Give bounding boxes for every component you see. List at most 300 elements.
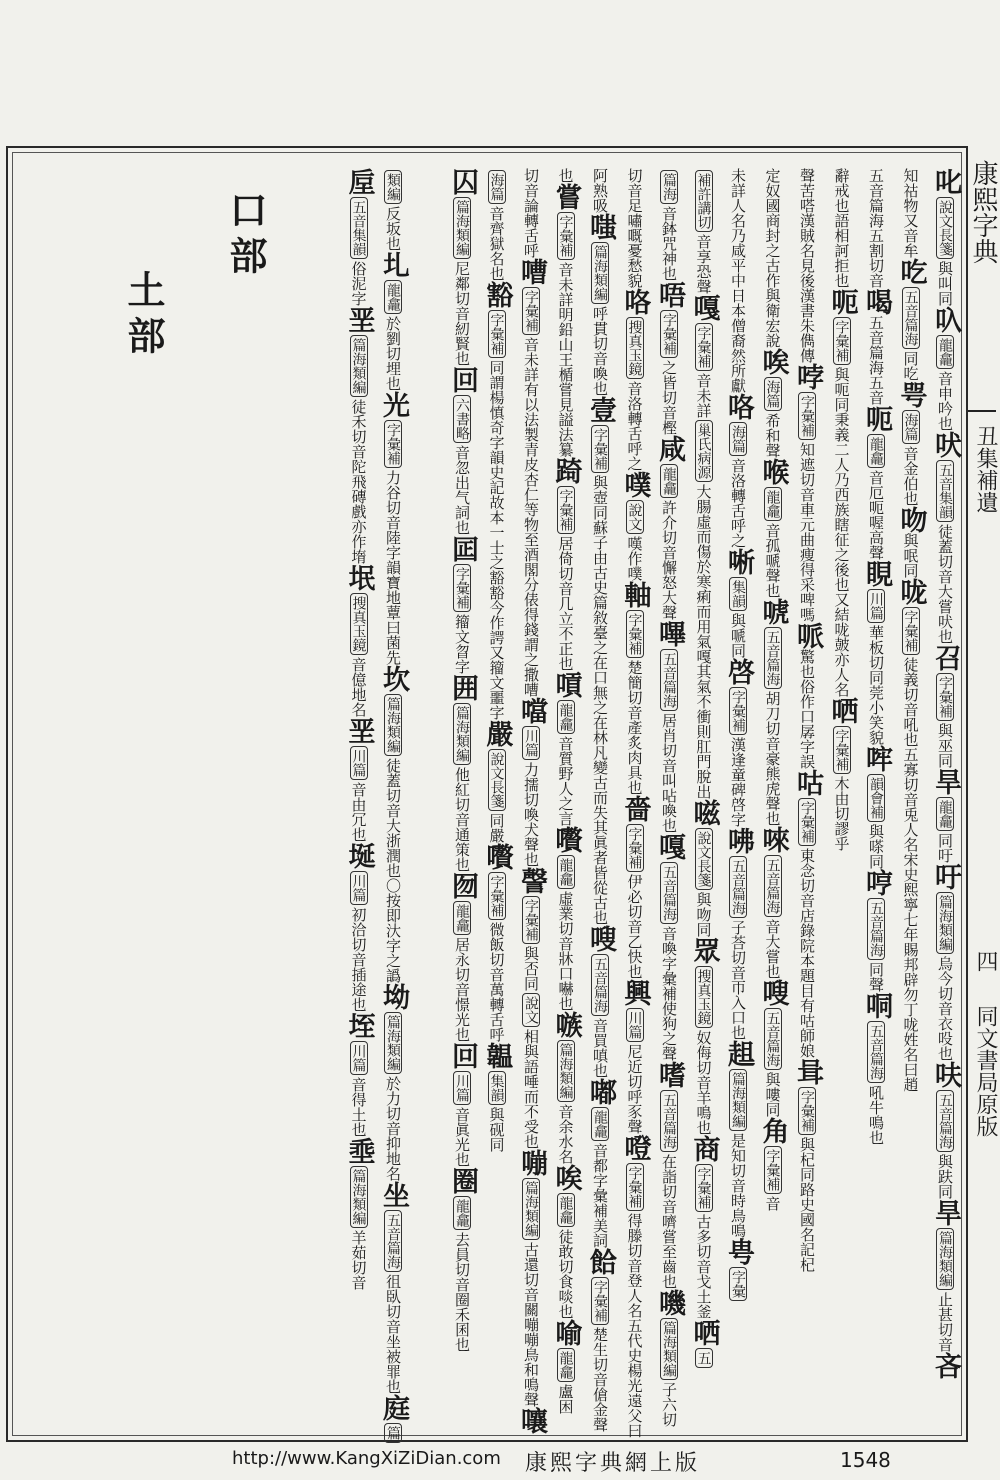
headword: 嘗 bbox=[550, 183, 582, 210]
footer-url[interactable]: http://www.KangXiZiDian.com bbox=[232, 1448, 501, 1469]
headword: 咕 bbox=[792, 769, 823, 796]
headword: 垩 bbox=[343, 306, 375, 333]
definition-text: 音申吟也 bbox=[936, 371, 954, 431]
headword: 嗤 bbox=[585, 213, 616, 240]
source-citation: 篇 bbox=[384, 1423, 402, 1443]
definition-text: 聲苦嗒漢賊名見後漢書朱儁傳 bbox=[798, 168, 816, 363]
definition-text: 未詳人名乃咸平中日本僧裔然所獻 bbox=[729, 168, 747, 393]
source-citation: 海篇 bbox=[764, 377, 782, 411]
headword: 咙 bbox=[895, 578, 927, 605]
source-citation: 五 bbox=[695, 1348, 713, 1368]
headword: 咸 bbox=[654, 435, 685, 462]
source-citation: 龍龕 bbox=[557, 1193, 575, 1227]
definition-text: 同吃 bbox=[901, 351, 920, 381]
headword: 呋 bbox=[930, 1061, 961, 1088]
source-citation: 字彙補 bbox=[384, 420, 402, 468]
definition-text: 與巫同 bbox=[936, 723, 954, 768]
headword: 囲 bbox=[447, 674, 478, 701]
text-column bbox=[415, 168, 441, 1436]
headword: 嘣 bbox=[516, 1149, 547, 1176]
definition-text: 五音篇海五音 bbox=[867, 315, 885, 405]
headword: 叱 bbox=[930, 168, 961, 195]
source-citation: 海篇 bbox=[729, 422, 747, 456]
definition-text: 居倚切音几立不正也 bbox=[556, 536, 575, 671]
source-citation: 龍龕 bbox=[867, 434, 885, 468]
source-citation: 補許講切 bbox=[695, 170, 713, 232]
headword: 壹 bbox=[585, 396, 616, 423]
source-citation: 字彙補 bbox=[695, 1164, 713, 1212]
source-citation: 說文長箋 bbox=[695, 828, 713, 890]
definition-text: 伊必切音乙快也 bbox=[625, 874, 644, 979]
definition-text: 與否同 bbox=[522, 946, 540, 991]
header-divider bbox=[968, 410, 996, 412]
source-citation: 篇海類編 bbox=[660, 1318, 678, 1380]
source-citation: 五音篇海 bbox=[764, 1008, 782, 1070]
source-citation: 篇海類編 bbox=[384, 1012, 402, 1074]
text-column bbox=[861, 168, 892, 1436]
headword: 噹 bbox=[516, 697, 547, 724]
source-citation: 五音篇海 bbox=[902, 287, 920, 349]
headword: 嗖 bbox=[757, 979, 789, 1006]
definition-text: 音孤嗁聲也 bbox=[763, 523, 782, 598]
definition-text: 許介切音懈怒大聲 bbox=[660, 500, 678, 620]
headword: 唉 bbox=[757, 348, 789, 375]
definition-text: 音未詳 bbox=[694, 373, 713, 418]
text-column bbox=[895, 168, 927, 1436]
definition-text: 音鉢咒神也 bbox=[660, 206, 678, 281]
definition-text: 音由冗也 bbox=[349, 782, 368, 842]
definition-text: 東念切音店錄院本題目有咕師娘 bbox=[798, 848, 816, 1058]
source-citation: 川篇 bbox=[453, 1071, 471, 1105]
text-column bbox=[516, 168, 547, 1436]
definition-text: 同吁 bbox=[936, 833, 954, 863]
headword: 咠 bbox=[792, 1058, 823, 1085]
definition-text: 嘆作噗 bbox=[625, 536, 644, 581]
headword: 嗊 bbox=[550, 671, 582, 698]
text-column bbox=[688, 168, 720, 1436]
definition-text: 呼貫切音喚也 bbox=[591, 306, 609, 396]
headword: 咯 bbox=[723, 393, 754, 420]
definition-text: 辭戒也語相訶拒也 bbox=[832, 168, 851, 288]
definition-text: 尼近切呼豕聲 bbox=[625, 1044, 644, 1134]
source-citation: 川篇 bbox=[867, 589, 885, 623]
definition-text: 阿熟吸 bbox=[591, 168, 609, 213]
source-citation: 韻會補 bbox=[867, 774, 885, 822]
definition-text: 是知切音時鳥鳴 bbox=[729, 1133, 747, 1238]
footer-page-number: 1548 bbox=[840, 1448, 891, 1472]
headword: 喝 bbox=[861, 288, 892, 315]
source-citation: 龍龕 bbox=[936, 797, 954, 831]
definition-text: 止甚切音 bbox=[936, 1292, 954, 1352]
headword: 噗 bbox=[619, 471, 651, 498]
headword: 嘈 bbox=[516, 258, 547, 285]
headword: 垊 bbox=[343, 564, 375, 591]
definition-text: 音喚字彙補使狗之聲 bbox=[660, 926, 678, 1061]
definition-text: 虛業切音牀口嚇也 bbox=[556, 891, 575, 1011]
definition-text: 同謂楊慎奇字韻史記故本一士之豁豁今作諤又籀文噩字 bbox=[487, 360, 506, 720]
source-citation: 龍龕 bbox=[453, 901, 471, 935]
source-citation: 字彙補 bbox=[729, 687, 747, 735]
source-citation: 五音篇海 bbox=[936, 1090, 954, 1152]
source-citation: 五音集韻 bbox=[350, 197, 368, 259]
source-citation: 五音篇海 bbox=[764, 855, 782, 917]
headword: 咯 bbox=[619, 288, 651, 315]
headword: 吝 bbox=[930, 1352, 961, 1379]
source-citation: 巢氏病源 bbox=[695, 420, 713, 482]
definition-text: 子六切 bbox=[660, 1382, 678, 1427]
source-citation: 字彙補 bbox=[798, 798, 816, 846]
definition-text: 於力切音抑地名 bbox=[384, 1076, 402, 1181]
definition-text: 烏今切音衣吺也 bbox=[936, 956, 954, 1061]
headword: 喻 bbox=[550, 1319, 582, 1346]
source-citation: 字彙補 bbox=[660, 310, 678, 358]
headword: 哰 bbox=[861, 745, 892, 772]
source-citation: 五音篇海 bbox=[764, 627, 782, 689]
definition-text: 音金伯也 bbox=[901, 446, 920, 506]
source-citation: 篇海類編 bbox=[729, 1069, 747, 1131]
headword: 吃 bbox=[895, 258, 927, 285]
headword: 唔 bbox=[654, 281, 685, 308]
definition-text: 奴侮切音羊鳴也 bbox=[694, 1030, 713, 1135]
headword: 圠 bbox=[378, 251, 409, 278]
source-citation: 集韻 bbox=[729, 577, 747, 611]
definition-text: 之皆切音樫 bbox=[660, 360, 678, 435]
definition-text: 也 bbox=[556, 168, 575, 183]
definition-text: 同聲 bbox=[867, 962, 885, 992]
headword: 唻 bbox=[757, 826, 789, 853]
source-citation: 搜真玉鏡 bbox=[626, 317, 644, 379]
text-column bbox=[343, 168, 375, 1436]
definition-text: 與嗁同 bbox=[729, 613, 747, 658]
definition-text: 與杞同路史國名記杞 bbox=[798, 1137, 816, 1272]
text-column bbox=[481, 168, 513, 1436]
headword: 嘟 bbox=[585, 1078, 616, 1105]
definition-text: 徒蓋切音大嘗吠也 bbox=[936, 524, 954, 644]
source-citation: 字彙補 bbox=[488, 310, 506, 358]
definition-text: 他紅切音通策也 bbox=[453, 767, 471, 872]
source-citation: 龍龕 bbox=[384, 280, 402, 314]
source-citation: 龍龕 bbox=[453, 1196, 471, 1230]
headword: 嚽 bbox=[550, 826, 582, 853]
source-citation: 字彙補 bbox=[453, 564, 471, 612]
definition-text: 音億地名 bbox=[349, 657, 368, 717]
headword: 眾 bbox=[688, 937, 720, 964]
source-citation: 五音集韻 bbox=[936, 460, 954, 522]
definition-text: 去員切音圈禾囷也 bbox=[453, 1232, 471, 1352]
headword: 垤 bbox=[343, 1012, 375, 1039]
headword: 咈 bbox=[723, 827, 754, 854]
definition-text: 木由切謬乎 bbox=[832, 776, 851, 851]
source-citation: 字彙補 bbox=[626, 610, 644, 658]
page-number-chinese: 四 bbox=[973, 950, 998, 972]
definition-text: 音質野人之言 bbox=[556, 736, 575, 826]
headword: 趄 bbox=[723, 1040, 754, 1067]
text-column bbox=[792, 168, 823, 1436]
definition-text: 與呡同 bbox=[901, 533, 920, 578]
definition-text: 大腸虛而傷於寒痢而用氣嘎其氣不衝則肛門脫出 bbox=[694, 484, 713, 799]
source-citation: 篇海類編 bbox=[350, 1166, 368, 1228]
headword: 囚 bbox=[447, 168, 478, 195]
headword: 角 bbox=[757, 1117, 789, 1144]
source-citation: 篇海類編 bbox=[350, 335, 368, 397]
text-column bbox=[930, 168, 961, 1436]
definition-text: 秉義二人乃西族瞎征之後也又結咙皷亦人名 bbox=[832, 412, 851, 697]
definition-text: 與呃同 bbox=[832, 367, 851, 412]
definition-text: 知祜物又音牟 bbox=[901, 168, 920, 258]
headword: 圈 bbox=[447, 1167, 478, 1194]
source-citation: 龍龕 bbox=[557, 700, 575, 734]
book-title: 康熙字典 bbox=[968, 160, 998, 264]
definition-text: 希和聲 bbox=[763, 413, 782, 458]
definition-text: 與壺同蘇子由古史篇敘臺之在口無之在林凡變古而失其眞者皆從古也 bbox=[591, 475, 609, 925]
definition-text: 盧困 bbox=[556, 1384, 575, 1414]
headword: 坎 bbox=[378, 665, 409, 692]
headword: 唉 bbox=[550, 1164, 582, 1191]
source-citation: 字彙補 bbox=[522, 896, 540, 944]
headword: 囫 bbox=[447, 872, 478, 899]
source-citation: 字彙補 bbox=[764, 1146, 782, 1194]
source-citation: 集韻 bbox=[488, 1071, 506, 1105]
headword: 嗜 bbox=[654, 1061, 685, 1088]
definition-text: 漢逢童碑啓字 bbox=[729, 737, 747, 827]
source-citation: 搜真玉鏡 bbox=[350, 593, 368, 655]
headword: 餄 bbox=[585, 1248, 616, 1275]
source-citation: 五音篇海 bbox=[660, 862, 678, 924]
definition-text: 胡刀切音豪熊虎聲也 bbox=[763, 691, 782, 826]
definition-text: 知遮切音車元曲痩得采啤嗎 bbox=[798, 442, 816, 622]
source-citation: 說文 bbox=[626, 500, 644, 534]
source-citation: 龍龕 bbox=[557, 1348, 575, 1382]
source-citation: 篇海類編 bbox=[453, 197, 471, 259]
section-heading-mouth-radical: 口部 bbox=[223, 190, 268, 282]
headword: 哱 bbox=[792, 363, 823, 390]
source-citation: 字彙補 bbox=[798, 1087, 816, 1135]
headword: 嘎 bbox=[688, 294, 720, 321]
source-citation: 五音篇海 bbox=[867, 1021, 885, 1083]
headword: 唬 bbox=[757, 598, 789, 625]
page-footer bbox=[0, 1446, 1000, 1478]
definition-text: 古還切音關嘣嘣鳥和鳴聲 bbox=[522, 1242, 540, 1407]
source-citation: 篇海類編 bbox=[936, 892, 954, 954]
definition-text: 切音論轉舌呼 bbox=[522, 168, 540, 258]
source-citation: 篇海類編 bbox=[453, 703, 471, 765]
headword: 旱 bbox=[930, 1199, 961, 1226]
headword: 嘎 bbox=[654, 833, 685, 860]
definition-text: 音享恐聲 bbox=[694, 234, 713, 294]
headword: 呃 bbox=[826, 288, 858, 315]
source-citation: 龍龕 bbox=[936, 335, 954, 369]
definition-text: 居永切音憬光也 bbox=[453, 937, 471, 1042]
source-citation: 類編 bbox=[384, 170, 402, 204]
definition-text: 音齊獄名也 bbox=[487, 206, 506, 281]
source-citation: 篇海類編 bbox=[557, 1040, 575, 1102]
definition-text: 音厄呃喔高聲 bbox=[867, 470, 885, 560]
text-column bbox=[757, 168, 789, 1436]
headword: 哂 bbox=[826, 697, 858, 724]
source-citation: 川篇 bbox=[350, 746, 368, 780]
definition-text: 吼牛鳴也 bbox=[867, 1085, 885, 1145]
text-column bbox=[447, 168, 478, 1436]
headword: 嚽 bbox=[481, 843, 513, 870]
headword: 喉 bbox=[757, 458, 789, 485]
headword: 嗞 bbox=[688, 799, 720, 826]
source-citation: 龍龕 bbox=[591, 1107, 609, 1141]
definition-text: 徒義切音吼也五寡切音兎人名宋史熙寧七年賜邦辟勿丁咙姓名曰趙 bbox=[901, 657, 920, 1092]
definition-text: 音洛轉舌呼之 bbox=[625, 381, 644, 471]
headword: 嗖 bbox=[585, 925, 616, 952]
definition-text: 音大嘗也 bbox=[763, 919, 782, 979]
source-citation: 龍龕 bbox=[764, 487, 782, 521]
headword: 睍 bbox=[861, 560, 892, 587]
definition-text: 五音篇海五割切音 bbox=[867, 168, 885, 288]
text-column bbox=[378, 168, 409, 1440]
definition-text: 與嗏同 bbox=[867, 824, 885, 869]
source-citation: 字彙補 bbox=[695, 323, 713, 371]
source-citation: 字彙補 bbox=[936, 673, 954, 721]
margin-header bbox=[968, 146, 996, 1442]
source-citation: 川篇 bbox=[350, 871, 368, 905]
definition-text: 反坂也 bbox=[384, 206, 402, 251]
source-citation: 篇海類編 bbox=[522, 1178, 540, 1240]
source-citation: 五音篇海 bbox=[384, 1210, 402, 1272]
source-citation: 字彙補 bbox=[626, 824, 644, 872]
definition-text: 音買嗔也 bbox=[591, 1018, 609, 1078]
headword: 噔 bbox=[619, 1134, 651, 1161]
source-citation: 海篇 bbox=[902, 410, 920, 444]
source-citation: 字彙 bbox=[729, 1267, 747, 1301]
headword: 光 bbox=[378, 391, 409, 418]
source-citation: 篇海 bbox=[660, 170, 678, 204]
headword: 哼 bbox=[861, 869, 892, 896]
headword: 旱 bbox=[930, 768, 961, 795]
definition-text: 古多切音戈土釜 bbox=[694, 1214, 713, 1319]
definition-text: 尼鄰切音紉賢也 bbox=[453, 261, 471, 366]
section-heading-earth-radical: 土部 bbox=[121, 270, 166, 362]
definition-text: 音得土也 bbox=[349, 1077, 368, 1137]
text-column bbox=[826, 168, 858, 1436]
source-citation: 說文長箋 bbox=[936, 197, 954, 259]
headword: 豁 bbox=[481, 281, 513, 308]
headword: 韞 bbox=[481, 1042, 513, 1069]
definition-text: 定奴國商封之古作與衛宏說 bbox=[763, 168, 782, 348]
definition-text: 音 bbox=[763, 1196, 782, 1211]
source-citation: 字彙補 bbox=[902, 607, 920, 655]
definition-text: 與叫同 bbox=[936, 261, 954, 306]
text-column bbox=[654, 168, 685, 1436]
definition-text: 在詣切音嚌嘗至齒也 bbox=[660, 1154, 678, 1289]
definition-text: 華板切同莞小笑貌 bbox=[867, 625, 885, 745]
definition-text: 徂臥切音坐被罪也 bbox=[384, 1274, 402, 1394]
headword: 嚷 bbox=[516, 1407, 547, 1434]
headword: 哂 bbox=[688, 1319, 720, 1346]
headword: 埏 bbox=[343, 842, 375, 869]
definition-text: 子荅切音帀入口也 bbox=[729, 920, 747, 1040]
headword: 興 bbox=[619, 979, 651, 1006]
source-citation: 篇海類編 bbox=[936, 1228, 954, 1290]
definition-text: 與趺同 bbox=[936, 1154, 954, 1199]
text-column bbox=[723, 168, 754, 1436]
definition-text: 相與語唾而不受也 bbox=[522, 1029, 540, 1149]
source-citation: 海篇 bbox=[488, 170, 506, 204]
source-citation: 字彙補 bbox=[557, 212, 575, 260]
source-citation: 字彙補 bbox=[591, 1277, 609, 1325]
source-citation: 字彙補 bbox=[522, 287, 540, 335]
definition-text: 音忽出气詞也 bbox=[453, 445, 471, 535]
definition-text: 初洽切音插途也 bbox=[349, 907, 368, 1012]
definition-text: 同嚴 bbox=[487, 813, 506, 843]
headword: 垕 bbox=[343, 168, 375, 195]
source-citation: 字彙補 bbox=[557, 486, 575, 534]
source-citation: 六書略 bbox=[453, 395, 471, 443]
publisher-label: 同文書局原版 bbox=[973, 1005, 998, 1137]
headword: 軸 bbox=[619, 581, 651, 608]
source-citation: 字彙補 bbox=[488, 872, 506, 920]
source-citation: 字彙補 bbox=[798, 392, 816, 440]
headword: 回 bbox=[447, 1042, 478, 1069]
definition-text: 楚簡切音產炙肉具也 bbox=[625, 660, 644, 795]
definition-text: 於劉切埋也 bbox=[384, 316, 402, 391]
headword: 吁 bbox=[930, 863, 961, 890]
headword: 商 bbox=[688, 1135, 720, 1162]
definition-text: 與嘍同 bbox=[763, 1072, 782, 1117]
source-citation: 說文長箋 bbox=[488, 749, 506, 811]
definition-text: 音洛轉舌呼之 bbox=[729, 458, 747, 548]
headword: 坳 bbox=[378, 983, 409, 1010]
definition-text: 籀文曶字 bbox=[453, 614, 471, 674]
definition-text: 與砚同 bbox=[487, 1107, 506, 1152]
source-citation: 川篇 bbox=[522, 726, 540, 760]
headword: 吠 bbox=[930, 431, 961, 458]
definition-text: 音余水名 bbox=[556, 1104, 575, 1164]
source-citation: 篇海類編 bbox=[591, 242, 609, 304]
headword: 甹 bbox=[723, 1238, 754, 1265]
definition-text: 徒蓋切音大浙潤也〇按即汏字之譌 bbox=[384, 758, 402, 983]
source-citation: 說文 bbox=[522, 993, 540, 1027]
source-citation: 搜真玉鏡 bbox=[695, 966, 713, 1028]
source-citation: 五音篇海 bbox=[660, 649, 678, 711]
footer-caption: 康熙字典網上版 bbox=[525, 1451, 701, 1476]
source-citation: 五音篇海 bbox=[660, 1090, 678, 1152]
headword: 哃 bbox=[861, 992, 892, 1019]
headword: 啓 bbox=[723, 658, 754, 685]
volume-label: 丑集補遺 bbox=[973, 425, 998, 513]
source-citation: 五音篇海 bbox=[591, 954, 609, 1016]
source-citation: 篇海類編 bbox=[384, 694, 402, 756]
headword: 踦 bbox=[550, 457, 582, 484]
source-citation: 龍龕 bbox=[557, 855, 575, 889]
headword: 嚴 bbox=[481, 720, 513, 747]
source-citation: 字彙補 bbox=[591, 425, 609, 473]
headword: 哌 bbox=[792, 622, 823, 649]
text-column bbox=[550, 168, 582, 1436]
definition-text: 音未詳明鉛山王楯嘗見謚法纂 bbox=[556, 262, 575, 457]
headword: 嗇 bbox=[619, 795, 651, 822]
headword: 唽 bbox=[723, 548, 754, 575]
definition-text: 音未詳有以法製青皮杏仁等物至酒閣分俵得錢謂之撒嘈 bbox=[522, 337, 540, 697]
headword: 庭 bbox=[378, 1394, 409, 1421]
source-citation: 字彙補 bbox=[626, 1163, 644, 1211]
definition-text: 驚也俗作口孱字誤 bbox=[798, 649, 816, 769]
headword: 召 bbox=[930, 644, 961, 671]
source-citation: 五音篇海 bbox=[867, 898, 885, 960]
definition-text: 微飯切音萬轉舌呼 bbox=[487, 922, 506, 1042]
text-column bbox=[585, 168, 616, 1436]
definition-text: 切音足嘯嘅憂愁貌 bbox=[625, 168, 644, 288]
headword: 垩 bbox=[343, 717, 375, 744]
text-column bbox=[619, 168, 651, 1438]
headword: 嗶 bbox=[654, 620, 685, 647]
headword: 埀 bbox=[343, 1137, 375, 1164]
